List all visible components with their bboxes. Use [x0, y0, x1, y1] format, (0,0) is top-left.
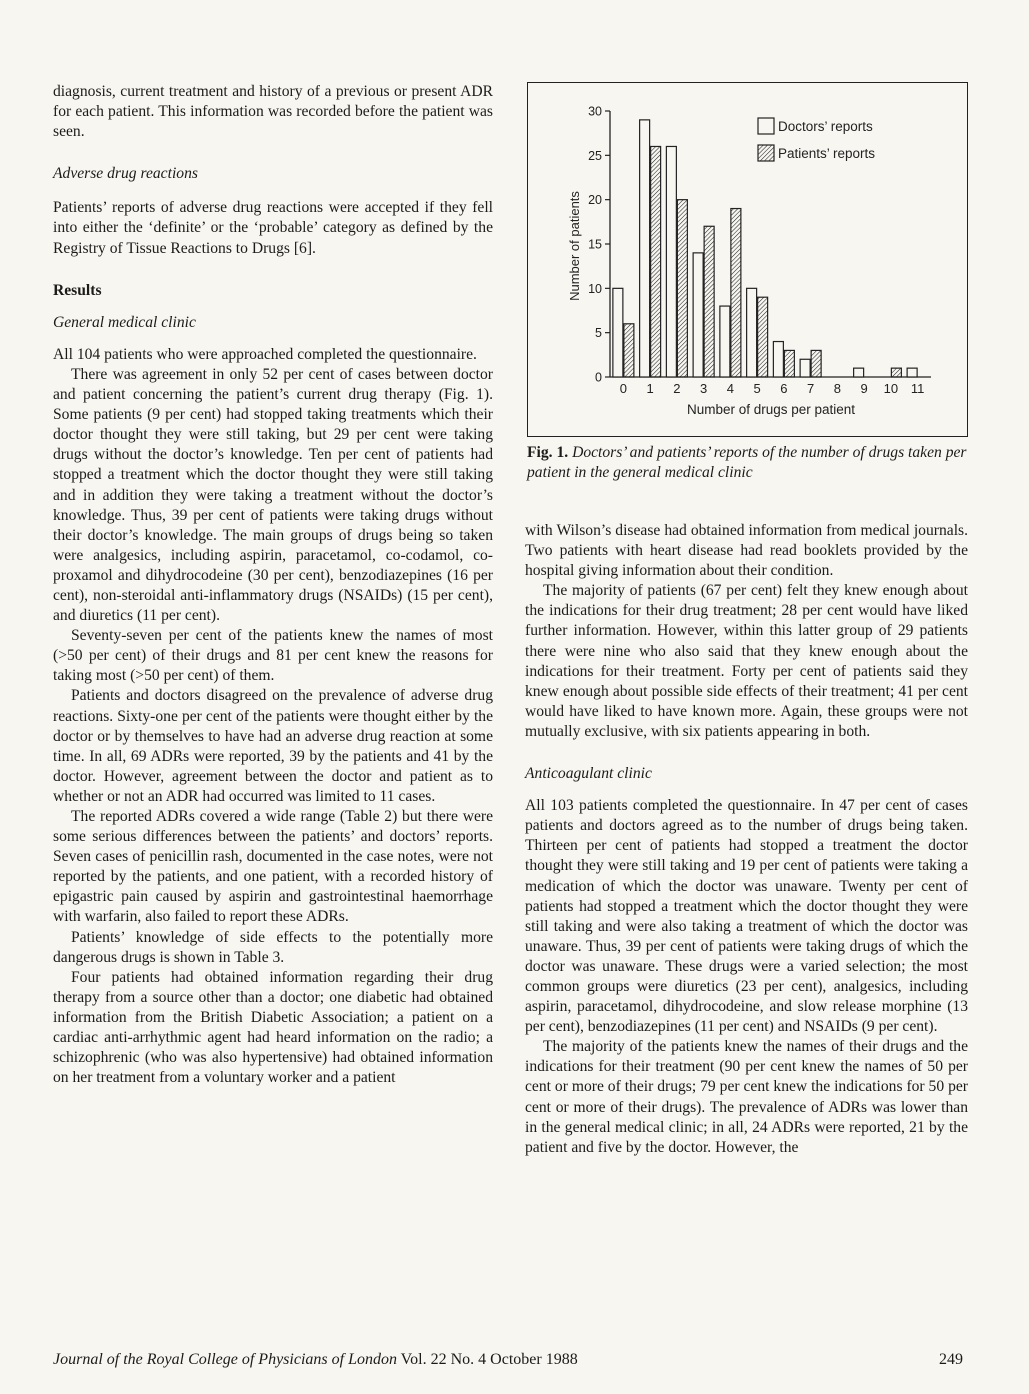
bar-patients: [651, 146, 661, 377]
page-number: 249: [939, 1351, 963, 1368]
bar-doctors: [854, 368, 864, 377]
bar-doctors: [800, 359, 810, 377]
paragraph-right-2: The majority of patients (67 per cent) felt they knew enough about the indications for their drug treatment; 28 per cent would have liked further information. However, within this latter group of 29 patients there were nine who also said that they knew enough about the indications for their treatment. Forty per cent of patients said they knew enough about possible side effects of their treatment; 41 per cent would have liked to have known more. Again, these groups were not mutually exclusive, with six patients appearing in both.: [525, 582, 968, 740]
paragraph-intro: diagnosis, current treatment and history of a previous or present ADR for each patient. This information was recorded before the patient was seen.: [53, 83, 493, 141]
x-tick-label: 0: [619, 381, 627, 396]
paragraph-general-5: The reported ADRs covered a wide range (Table 2) but there were some serious differences between the patients’ and doctors’ reports. Seven cases of penicillin rash, documented in the case notes, were not reported by the patients, and one patient, with a recorded history of epigastric pain caused by aspirin and gastrointestinal haemorrhage with warfarin, also failed to report these ADRs.: [53, 808, 493, 926]
figure-1: [527, 82, 968, 437]
y-tick-label: 10: [588, 281, 602, 296]
bar-doctors: [747, 288, 757, 377]
x-tick-label: 8: [833, 381, 841, 396]
journal-name: Journal of the Royal College of Physicians of London: [53, 1351, 397, 1368]
legend-swatch-doctors: [758, 118, 774, 134]
paragraph-right-1: with Wilson’s disease had obtained information from medical journals. Two patients with heart disease had read booklets provided by the hospital giving information about their condition.: [525, 522, 968, 580]
bar-patients: [811, 350, 821, 377]
x-tick-label: 5: [753, 381, 761, 396]
bar-doctors: [773, 342, 783, 377]
x-tick-label: 7: [807, 381, 815, 396]
heading-results: Results: [53, 281, 102, 299]
x-tick-label: 9: [860, 381, 868, 396]
x-tick-label: 2: [673, 381, 681, 396]
figure-caption-text: Doctors’ and patients’ reports of the number of drugs taken per patient in the general medical clinic: [527, 444, 967, 482]
journal-issue: Vol. 22 No. 4 October 1988: [396, 1351, 578, 1368]
bar-patients: [731, 209, 741, 377]
bar-patients: [624, 324, 634, 377]
bar-doctors: [907, 368, 917, 377]
bar-doctors: [666, 146, 676, 377]
paragraph-general-2: There was agreement in only 52 per cent of cases between doctor and patient concerning the patient’s current drug therapy (Fig. 1). Some patients (9 per cent) had stopped taking treatments which their doctor thought they were still taking, but 29 per cent were taking drugs without the doctor’s knowledge. Ten per cent of patients had stopped a treatment which the doctor thought they were still taking and in addition they were taking a treatment without the doctor’s knowledge. Thus, 39 per cent of patients were taking drugs without their doctor’s knowledge. The main groups of drugs being so taken were analgesics, including aspirin, paracetamol, co-codamol, co-proxamol and dihydrocodeine (30 per cent), benzodiazepines (16 per cent), non-steroidal anti-inflammatory drugs (NSAIDs) (15 per cent), and diuretics (11 per cent).: [53, 365, 493, 625]
y-tick-label: 15: [588, 237, 602, 252]
figure-caption: [527, 443, 972, 483]
paragraph-general-7: Four patients had obtained information regarding their drug therapy from a source other than a doctor; one diabetic had obtained information from the British Diabetic Association; a patient on a cardiac anti-arrhythmic agent had heard information on the radio; a schizophrenic (who was also hypertensive) had obtained information on her treatment from a voluntary worker and a patient: [53, 968, 493, 1087]
bar-patients: [677, 200, 687, 377]
legend-swatch-patients: [758, 145, 774, 161]
bar-doctors: [613, 288, 623, 377]
bar-patients: [891, 368, 901, 377]
paragraph-general-4: Patients and doctors disagreed on the prevalence of adverse drug reactions. Sixty-one per cent of the patients were thought either by the doctor or by themselves to have had an adverse drug reaction at some time. In all, 69 ADRs were reported, 39 by the patients and 41 by the doctor. However, agreement between the doctor and patient as to whether or not an ADR had occurred was limited to 11 cases.: [53, 687, 493, 805]
bar-doctors: [693, 253, 703, 377]
heading-anticoagulant-clinic: Anticoagulant clinic: [525, 765, 652, 783]
paragraph-general-1: All 104 patients who were approached completed the questionnaire.: [53, 345, 477, 363]
y-tick-label: 20: [588, 193, 602, 208]
bar-chart: [528, 83, 967, 436]
right-column: [525, 521, 968, 1158]
y-tick-label: 5: [595, 326, 602, 341]
y-tick-label: 0: [595, 370, 602, 385]
x-tick-label: 3: [700, 381, 708, 396]
x-tick-label: 11: [910, 381, 925, 396]
figure-caption-label: Fig. 1.: [527, 444, 569, 461]
y-tick-label: 25: [588, 148, 602, 163]
x-tick-label: 10: [883, 381, 899, 396]
paragraph-general-3: Seventy-seven per cent of the patients knew the names of most (>50 per cent) of their drugs and 81 per cent knew the reasons for taking most (>50 per cent) of them.: [53, 627, 493, 685]
x-axis-label: Number of drugs per patient: [686, 402, 856, 417]
bar-doctors: [640, 120, 650, 377]
bar-patients: [704, 226, 714, 377]
bar-patients: [784, 350, 794, 377]
legend-label-doctors: Doctors’ reports: [778, 119, 873, 134]
heading-general-medical-clinic: General medical clinic: [53, 313, 196, 331]
paragraph-adverse: Patients’ reports of adverse drug reactions were accepted if they fell into either the ‘definite’ or the ‘probable’ category as defined by the Registry of Tissue Reactions to Drugs [6].: [53, 199, 493, 257]
x-tick-label: 1: [646, 381, 654, 396]
paragraph-general-6: Patients’ knowledge of side effects to the potentially more dangerous drugs is shown in Table 3.: [53, 928, 493, 966]
page-footer: [53, 1350, 963, 1370]
y-tick-label: 30: [588, 104, 602, 119]
bar-doctors: [720, 306, 730, 377]
x-tick-label: 6: [780, 381, 788, 396]
bar-patients: [758, 297, 768, 377]
paragraph-anticoag-1: All 103 patients completed the questionnaire. In 47 per cent of cases patients and doctors agreed as to the number of drugs being taken. Thirteen per cent of patients had stopped a treatment the doctor thought they were still taking and 19 per cent of patients were taking a medication of which the doctor was unaware. Twenty per cent of patients had stopped a treatment which the doctor thought they were still taking and were also taking a treatment of which the doctor was unaware. Thus, 39 per cent of patients were taking drugs of which the doctor was unaware. These drugs were a varied selection; the most common groups were diuretics (23 per cent), analgesics, including aspirin, paracetamol, dihydrocodeine, and slow release morphine (13 per cent), benzodiazepines (11 per cent) and NSAIDs (9 per cent).: [525, 797, 968, 1036]
legend-label-patients: Patients’ reports: [778, 146, 876, 161]
y-axis-label: Number of patients: [567, 191, 582, 301]
heading-adverse-drug-reactions: Adverse drug reactions: [53, 165, 198, 183]
paragraph-anticoag-2: The majority of the patients knew the names of their drugs and the indications for their treatment (90 per cent knew the names of 50 per cent or more of their drugs; 79 per cent knew the indications for 50 per cent or more of their drugs). The prevalence of ADRs was lower than in the general medical clinic; in all, 24 ADRs were reported, 21 by the patient and five by the doctor. However, the: [525, 1038, 968, 1156]
left-column: [53, 82, 493, 1088]
x-tick-label: 4: [726, 381, 734, 396]
